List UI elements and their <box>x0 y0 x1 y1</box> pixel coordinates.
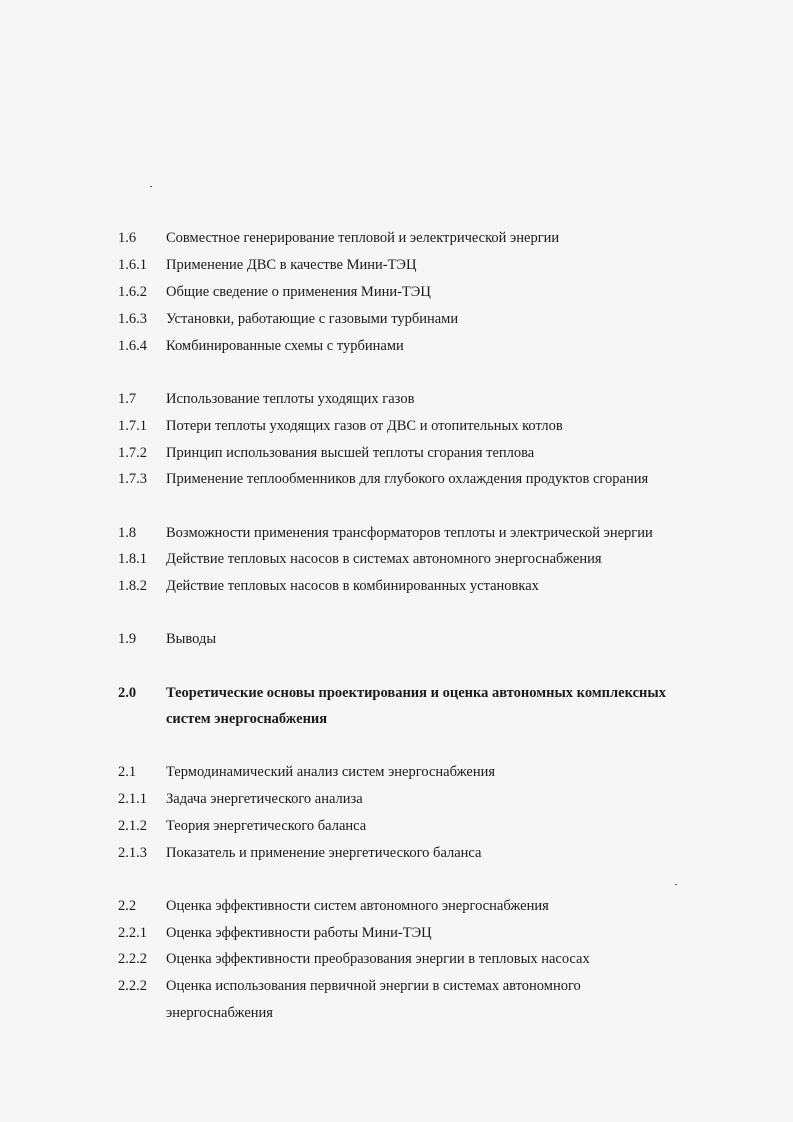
toc-entry-1-7 <box>0 386 793 412</box>
toc-entry-1-7-1 <box>0 413 793 439</box>
toc-number: 1.7 <box>118 391 137 407</box>
toc-title: Использование теплоты уходящих газов <box>166 391 415 407</box>
toc-entry-2-2-2-b-continuation <box>0 1000 793 1026</box>
toc-entry-2-1-2 <box>0 813 793 839</box>
toc-entry-1-8-1 <box>0 546 793 572</box>
toc-number: 1.7.3 <box>118 471 147 487</box>
toc-number: 1.6 <box>118 230 137 246</box>
toc-number: 2.1.1 <box>118 791 147 807</box>
toc-title: Установки, работающие с газовыми турбинами <box>166 311 459 327</box>
toc-entry-2-0-continuation <box>0 706 793 732</box>
toc-entry-1-6-4 <box>0 333 793 359</box>
toc-entry-1-6 <box>0 225 793 251</box>
toc-entry-1-6-3 <box>0 306 793 332</box>
toc-entry-2-0 <box>0 680 793 706</box>
toc-number: 2.2 <box>118 898 137 914</box>
toc-entry-2-2-2 <box>0 946 793 972</box>
toc-entry-1-6-2 <box>0 279 793 305</box>
toc-title: Оценка использования первичной энергии в системах автономного <box>166 978 581 994</box>
toc-title: Комбинированные схемы с турбинами <box>166 338 404 354</box>
toc-number: 2.1.2 <box>118 818 147 834</box>
toc-number: 2.2.2 <box>118 951 147 967</box>
toc-number: 1.8.2 <box>118 578 147 594</box>
scan-speck <box>150 186 152 187</box>
toc-title: Общие сведение о применения Мини-ТЭЦ <box>166 284 431 300</box>
toc-title-continuation: энергоснабжения <box>166 1005 273 1021</box>
toc-number: 1.8.1 <box>118 551 147 567</box>
toc-title: Теоретические основы проектирования и оценка автономных комплексных <box>166 685 666 701</box>
toc-number: 2.2.2 <box>118 978 147 994</box>
toc-title: Потери теплоты уходящих газов от ДВС и отопительных котлов <box>166 418 563 434</box>
toc-entry-1-8-2 <box>0 573 793 599</box>
toc-title: Оценка эффективности преобразования энергии в тепловых насосах <box>166 951 590 967</box>
toc-entry-2-1-1 <box>0 786 793 812</box>
toc-title-continuation: систем энергоснабжения <box>166 711 328 727</box>
toc-title: Действие тепловых насосов в системах автономного энергоснабжения <box>166 551 602 567</box>
toc-title: Теория энергетического баланса <box>166 818 367 834</box>
toc-entry-1-6-1 <box>0 252 793 278</box>
toc-title: Принцип использования высшей теплоты сгорания теплова <box>166 445 535 461</box>
toc-title: Задача энергетического анализа <box>166 791 363 807</box>
toc-number: 1.6.1 <box>118 257 147 273</box>
toc-number: 1.7.1 <box>118 418 147 434</box>
toc-entry-2-2-1 <box>0 920 793 946</box>
toc-number: 1.7.2 <box>118 445 147 461</box>
toc-title: Показатель и применение энергетического баланса <box>166 845 482 861</box>
toc-number: 2.2.1 <box>118 925 147 941</box>
toc-title: Действие тепловых насосов в комбинированных установках <box>166 578 539 594</box>
toc-entry-2-2 <box>0 893 793 919</box>
toc-number: 1.6.2 <box>118 284 147 300</box>
toc-number: 1.9 <box>118 631 137 647</box>
toc-title: Совместное генерирование тепловой и эелектрической энергии <box>166 230 560 246</box>
toc-entry-2-2-2-b <box>0 973 793 999</box>
toc-title: Оценка эффективности систем автономного энергоснабжения <box>166 898 549 914</box>
toc-number: 1.6.3 <box>118 311 147 327</box>
toc-title: Термодинамический анализ систем энергоснабжения <box>166 764 496 780</box>
toc-entry-1-7-3 <box>0 466 793 492</box>
toc-number: 2.0 <box>118 685 137 701</box>
toc-entry-1-8 <box>0 520 793 546</box>
toc-entry-2-1 <box>0 759 793 785</box>
toc-entry-2-1-3 <box>0 840 793 866</box>
toc-number: 2.1 <box>118 764 137 780</box>
scan-speck <box>675 884 677 885</box>
toc-entry-1-9 <box>0 626 793 652</box>
toc-title: Применение теплообменников для глубокого охлаждения продуктов сгорания <box>166 471 649 487</box>
toc-number: 2.1.3 <box>118 845 147 861</box>
toc-title: Возможности применения трансформаторов теплоты и электрической энергии <box>166 525 653 541</box>
toc-number: 1.6.4 <box>118 338 147 354</box>
toc-title: Выводы <box>166 631 217 647</box>
toc-title: Оценка эффективности работы Мини-ТЭЦ <box>166 925 432 941</box>
toc-title: Применение ДВС в качестве Мини-ТЭЦ <box>166 257 417 273</box>
toc-number: 1.8 <box>118 525 137 541</box>
toc-entry-1-7-2 <box>0 440 793 466</box>
